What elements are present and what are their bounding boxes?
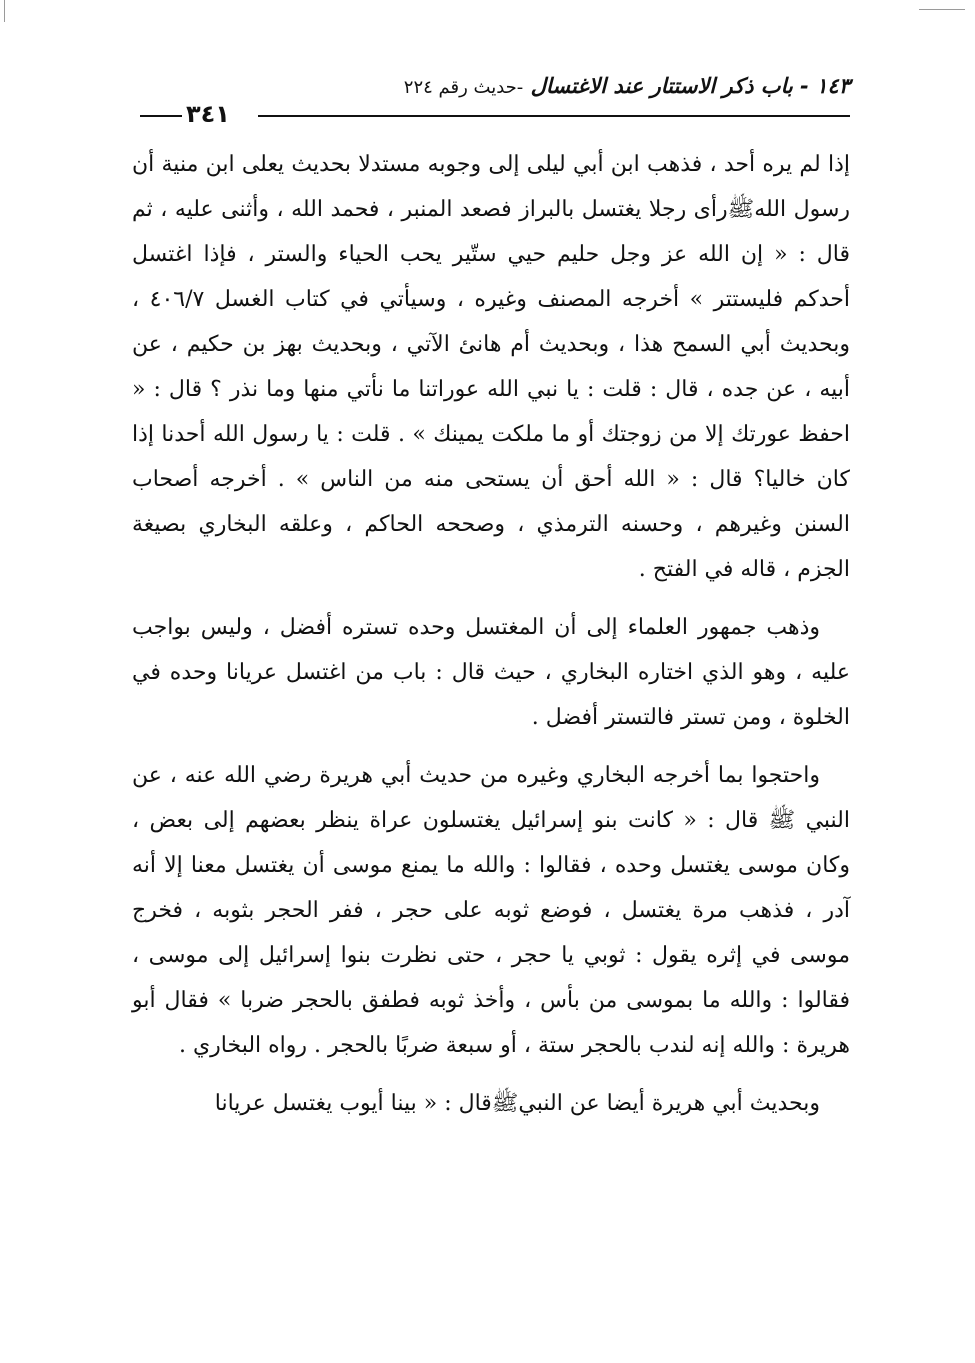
page-body xyxy=(132,142,850,1139)
paragraph: وبحديث أبي هريرة أيضا عن النبيﷺقال : « بينا أيوب يغتسل عريانا xyxy=(214,1091,820,1116)
page-number-dash xyxy=(140,115,182,117)
paragraph: إذا لم يره أحد ، فذهب ابن أبي ليلى إلى وجوبه مستدلا بحديث يعلى ابن منية أن رسول اللهﷺرأى رجلا يغتسل بالبراز فصعد المنبر ، فحمد الله ، وأثنى عليه ، ثم قال : « إن الله عز وجل حليم حيي ستّير يحب الحياء والستر ، فإذا اغتسل أحدكم فليستتر » أخرجه المصنف وغيره ، وسيأتي في كتاب الغسل ٤٠٦/٧ ، وبحديث أبي السمح هذا ، وبحديث أم هانئ الآتي ، وبحديث بهز بن حكيم ، عن أبيه ، عن جده ، قال : قلت : يا نبي الله عوراتنا ما نأتي منها وما نذر ؟ قال : « احفظ عورتك إلا من زوجتك أو ما ملكت يمينك » . قلت : يا رسول الله أحدنا إذا كان خاليا؟ قال : « الله أحق أن يستحى منه من الناس » . أخرجه أصحاب السنن وغيرهم ، وحسنه الترمذي ، وصححه الحاكم ، وعلقه البخاري بصيغة الجزم ، قاله في الفتح . xyxy=(132,152,851,582)
page-header xyxy=(134,74,850,126)
scan-edge-marks xyxy=(0,0,975,20)
chapter-title xyxy=(404,74,850,98)
scan-edge-line xyxy=(4,0,5,22)
header-rule xyxy=(258,115,850,117)
chapter-heading: ١٤٣ - باب ذكر الاستتار عند الاغتسال xyxy=(530,74,850,98)
scan-edge-line xyxy=(919,9,965,10)
page-number: ٣٤١ xyxy=(186,100,230,128)
paragraph: واحتجوا بما أخرجه البخاري وغيره من حديث أبي هريرة رضي الله عنه ، عن النبي ﷺ قال : « كانت بنو إسرائيل يغتسلون عراة ينظر بعضهم إلى بعض ، وكان موسى يغتسل وحده ، فقالوا : والله ما يمنع موسى أن يغتسل معنا إلا أنه آدر ، فذهب مرة يغتسل ، فوضع ثوبه على حجر ، ففر الحجر بثوبه ، فخرج موسى في إثره يقول : ثوبي يا حجر ، حتى نظرت بنوا إسرائيل إلى موسى ، فقالوا : والله ما بموسى من بأس ، وأخذ ثوبه فطفق بالحجر ضربا » فقال أبو هريرة : والله إنه لندب بالحجر ستة ، أو سبعة ضربًا بالحجر . رواه البخاري . xyxy=(132,763,850,1058)
hadith-number: -حديث رقم ٢٢٤ xyxy=(403,77,524,98)
paragraph: وذهب جمهور العلماء إلى أن المغتسل وحده تستره أفضل ، وليس بواجب عليه ، وهو الذي اختاره البخاري ، حيث قال : باب من اغتسل عريانا وحده في الخلوة ، ومن تستر فالتستر أفضل . xyxy=(132,615,850,730)
page-number-block xyxy=(134,100,258,130)
